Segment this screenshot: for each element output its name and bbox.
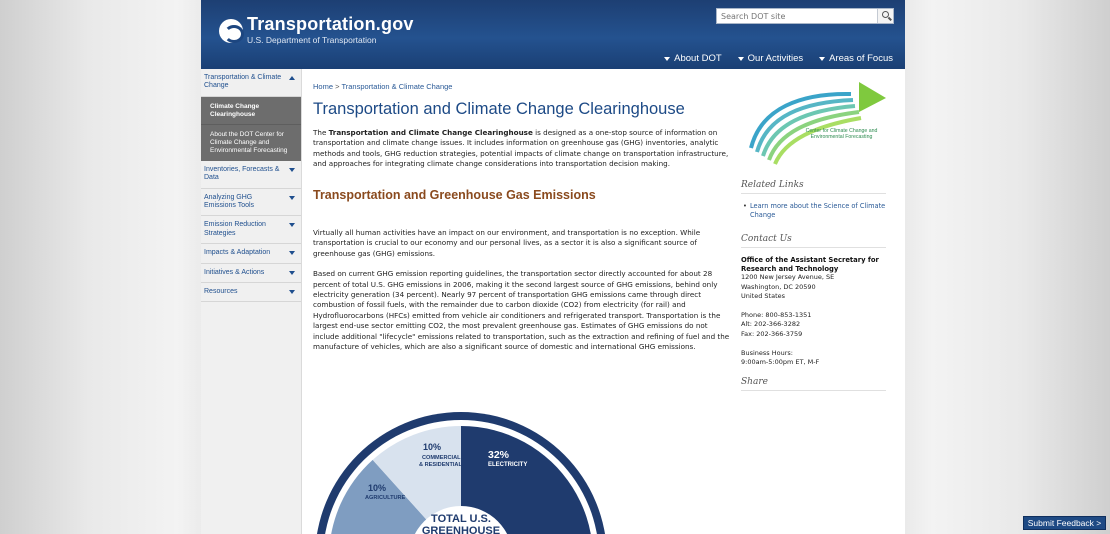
page-title: Transportation and Climate Change Clearinghouse <box>313 100 685 118</box>
breadcrumb-current-link[interactable]: Transportation & Climate Change <box>341 82 453 91</box>
contact-heading: Contact Us <box>741 234 886 248</box>
ghg-pie-chart <box>313 398 609 534</box>
center-logo-text: Center for Climate Change and Environmental Forecasting <box>805 128 878 141</box>
pie-center-line-2: GREENHOUSE <box>421 525 501 534</box>
pie-label-commercial-2: & RESIDENTIAL <box>419 462 462 468</box>
caret-up-icon[interactable] <box>289 76 295 80</box>
share-heading: Share <box>741 377 886 391</box>
submit-feedback-button[interactable]: Submit Feedback > <box>1023 516 1106 530</box>
dot-logo-icon[interactable] <box>219 19 243 43</box>
sidebar-subitem-clearinghouse[interactable]: Climate Change Clearinghouse <box>201 97 301 125</box>
page-container <box>201 0 905 534</box>
contact-address-3: United States <box>741 291 786 300</box>
paragraph-1: Virtually all human activities have an impact on our environment, and transportation is no exception. While transportation is crucial to our economy and our personal lives, as a sector it is also a significant source of greenhouse gas (GHG) emissions. <box>313 227 701 258</box>
sidebar-item-analyzing-ghg[interactable] <box>201 189 301 217</box>
sidebar-item-label: Inventories, Forecasts & Data <box>204 165 280 182</box>
caret-down-icon[interactable] <box>289 223 295 227</box>
site-header <box>201 0 905 69</box>
pie-label-electricity-pct: 32% <box>488 449 510 461</box>
intro-prefix: The <box>313 128 329 137</box>
contact-org: Office of the Assistant Secretary for Research and Technology <box>741 255 879 273</box>
caret-down-icon <box>664 57 670 61</box>
top-navigation <box>664 53 893 64</box>
nav-areas-of-focus[interactable] <box>819 53 893 64</box>
main-content <box>313 82 730 363</box>
search-input[interactable] <box>717 9 877 23</box>
breadcrumb-home-link[interactable]: Home <box>313 82 334 91</box>
pie-label-commercial-1: COMMERCIAL <box>422 455 461 461</box>
search-button[interactable] <box>877 9 893 23</box>
section-heading: Transportation and Greenhouse Gas Emissions <box>313 187 596 202</box>
search-icon <box>882 11 889 18</box>
pie-chart-svg <box>313 398 609 534</box>
pie-label-agriculture-pct: 10% <box>368 483 387 493</box>
caret-down-icon[interactable] <box>289 196 295 200</box>
right-column <box>741 78 886 399</box>
breadcrumb <box>313 82 730 91</box>
logo-title[interactable]: Transportation.gov <box>247 14 414 34</box>
spacer <box>741 367 886 377</box>
intro-paragraph <box>313 128 730 170</box>
nav-about-dot[interactable] <box>664 53 722 64</box>
business-hours-label: Business Hours: <box>741 348 793 357</box>
caret-down-icon[interactable] <box>289 290 295 294</box>
sidebar-item-transportation-climate-change[interactable] <box>201 69 301 97</box>
contact-address-1: 1200 New Jersey Avenue, SE <box>741 273 835 282</box>
sidebar-item-label: Initiatives & Actions <box>204 268 265 276</box>
sidebar-item-label: Analyzing GHG Emissions Tools <box>204 193 255 209</box>
sidebar <box>201 69 302 534</box>
search-box <box>716 8 894 24</box>
spacer <box>741 339 886 349</box>
pie-label-commercial-pct: 10% <box>423 442 442 452</box>
caret-down-icon[interactable] <box>289 271 295 275</box>
sidebar-subitem-about-center[interactable]: About the DOT Center for Climate Change and Environmental Forecasting <box>201 124 301 160</box>
sidebar-item-inventories[interactable] <box>201 161 301 189</box>
caret-down-icon[interactable] <box>289 168 295 172</box>
sidebar-item-label: Transportation & Climate Change <box>204 74 282 90</box>
sidebar-item-initiatives-actions[interactable] <box>201 264 301 283</box>
sidebar-item-emission-reduction[interactable] <box>201 216 301 244</box>
center-logo[interactable] <box>741 78 886 166</box>
business-hours-value: 9:00am-5:00pm ET, M-F <box>741 357 820 366</box>
caret-down-icon[interactable] <box>289 251 295 255</box>
pie-label-agriculture: AGRICULTURE <box>365 495 406 501</box>
paragraph-2: Based on current GHG emission reporting guidelines, the transportation sector directly accounted for about 28 percent of total U.S. GHG emissions in 2006, making it the second largest source of GHG emissions, behind only electricity generation (34 percent). Nearly 97 percent of transportation GHG emissions came through direct combustion of fossil fuels, with the remainder due to carbon dioxide (CO2) from electricity (for rail) and Hydrofluorocarbons (HFCs) emitted from vehicle air conditioners and refrigerated transport. Transportation is the largest end-use sector emitting CO2, the most prevalent greenhouse gas. Estimates of GHG emissions do not include additional "lifecycle" emissions related to transportation, such as the extraction and refining of fuel and the manufacture of vehicles, which are also a significant source of domestic and international GHG emissions. <box>313 269 730 352</box>
contact-phone: Phone: 800-853-1351 <box>741 311 812 320</box>
sidebar-item-resources[interactable] <box>201 283 301 302</box>
caret-down-icon <box>738 57 744 61</box>
contact-fax: Fax: 202-366-3759 <box>741 329 803 338</box>
nav-our-activities[interactable] <box>738 53 803 64</box>
contact-alt-phone: Alt: 202-366-3282 <box>741 320 801 329</box>
caret-down-icon <box>819 57 825 61</box>
logo-subtitle: U.S. Department of Transportation <box>247 35 377 45</box>
pie-label-electricity: ELECTRICITY <box>488 462 528 468</box>
climate-center-logo-icon <box>741 78 886 166</box>
breadcrumb-separator: > <box>335 82 340 91</box>
nav-label: About DOT <box>674 53 722 64</box>
pie-center-line-1: TOTAL U.S. <box>431 513 491 525</box>
sidebar-item-impacts-adaptation[interactable] <box>201 244 301 263</box>
related-link-science[interactable]: • Learn more about the Science of Climate Change <box>741 202 886 220</box>
sidebar-item-label: Impacts & Adaptation <box>204 249 271 257</box>
sidebar-item-label: Resources <box>204 287 238 295</box>
nav-label: Our Activities <box>747 53 804 64</box>
related-links-heading: Related Links <box>741 180 886 194</box>
spacer <box>741 301 886 311</box>
nav-label: Areas of Focus <box>829 53 893 64</box>
sidebar-item-label: Emission Reduction Strategies <box>204 221 266 237</box>
intro-bold: Transportation and Climate Change Clearinghouse <box>328 128 533 137</box>
contact-address-2: Washington, DC 20590 <box>741 282 816 291</box>
intro-rest: is designed as a one-stop source of information on transportation and climate change issues. It includes information on greenhouse gas (GHG) inventories, analytic methods and tools, GHG reduction strategies, potential impacts of climate change on transportation infrastructure, and approaches for integrating climate change considerations into transportation decision making. <box>313 128 729 169</box>
